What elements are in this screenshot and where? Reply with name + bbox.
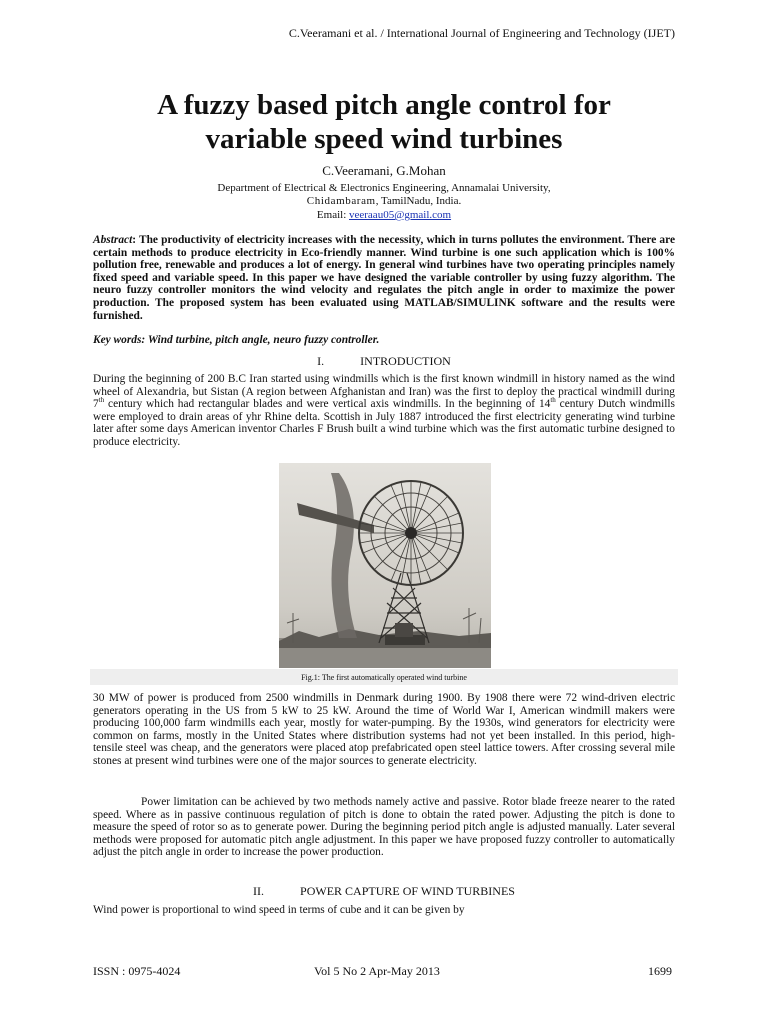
wind-turbine-illustration xyxy=(279,463,491,668)
section-heading-power-capture xyxy=(0,884,768,899)
intro-p3-text: Power limitation can be achieved by two methods namely active and passive. Rotor blade freeze nearer to the rated speed. Where as in passive continuous regulation of pitch is done to obtain the rated power. Adjusting the pitch is done to measure the speed of rotor so as to generate power. During the beginning period pitch angle is adjusted manually. Later several methods were proposed for automatic pitch angle adjustment. In this paper we have proposed fuzzy controller to automatically adjust the pitch angle in order to increase the power production. xyxy=(93,796,675,859)
intro-paragraph-1 xyxy=(93,373,675,449)
running-header: C.Veeramani et al. / International Journal of Engineering and Technology (IJET) xyxy=(288,26,675,40)
section-number: II. xyxy=(253,884,265,898)
section-title: POWER CAPTURE OF WIND TURBINES xyxy=(300,884,515,898)
wind-turbine-photo xyxy=(279,463,491,668)
abstract-label: Abstract xyxy=(93,234,133,246)
intro-paragraph-3 xyxy=(93,796,675,859)
section-title: INTRODUCTION xyxy=(360,354,451,368)
affiliation xyxy=(0,182,768,208)
affiliation-region: , TamilNadu, India. xyxy=(375,195,462,207)
affiliation-line-1: Department of Electrical & Electronics Engineering, Annamalai University, xyxy=(217,182,551,194)
footer-page-number: 1699 xyxy=(648,964,672,978)
email-link[interactable]: veeraau05@gmail.com xyxy=(349,209,452,221)
intro-p1-part-a: During the beginning of 200 B.C Iran started using windmills which is the first known windmill in history named as the wind wheel of Alexandria, but Sistan (A region between Afghanistan and Iran) was the first to deploy the practical windmill during 7 xyxy=(93,373,675,411)
email-line xyxy=(0,209,768,221)
power-capture-paragraph: Wind power is proportional to wind speed in terms of cube and it can be given by xyxy=(93,904,465,916)
keywords: Key words: Wind turbine, pitch angle, neuro fuzzy controller. xyxy=(93,334,380,346)
paper-title xyxy=(0,88,768,156)
abstract xyxy=(93,234,675,322)
abstract-separator: : xyxy=(132,234,139,246)
intro-paragraph-2: 30 MW of power is produced from 2500 windmills in Denmark during 1900. By 1908 there were 72 wind-driven electric generators operating in the US from 5 kW to 25 kW. Around the time of World War I, American windmill makers were producing 100,000 farm windmills each year, mostly for water-pumping. By the 1930s, wind generators for electricity were common on farms, mostly in the United States where distribution systems had not yet been installed. In this period, high-tensile steel was cheap, and the generators were placed atop prefabricated open steel lattice towers. After crossing several mile stones at present wind turbines were one of the major sources to generate electricity. xyxy=(93,692,675,767)
superscript-th: th xyxy=(98,396,105,405)
figure-caption: Fig.1: The first automatically operated wind turbine xyxy=(301,673,467,682)
footer-issn: ISSN : 0975-4024 xyxy=(93,964,181,978)
section-number: I. xyxy=(317,354,325,368)
affiliation-city: Chidambaram xyxy=(306,195,376,207)
authors: C.Veeramani, G.Mohan xyxy=(322,163,446,178)
affiliation-line-2 xyxy=(0,195,768,208)
intro-p1-part-b: century which had rectangular blades and were vertical axis windmills. In the beginning of 14 xyxy=(104,398,551,411)
intro-p1-part-c: century Dutch windmills were employed to drain areas of yhr Rhine delta. Scottish in July 1887 introduced the first electricity generating wind turbine later after some days American inventor Charles F Brush built a wind turbine which was the first automatic turbine designed to produce electricity. xyxy=(93,398,675,448)
title-line-2: variable speed wind turbines xyxy=(205,123,563,155)
section-heading-introduction xyxy=(0,354,768,369)
abstract-text: The productivity of electricity increases with the necessity, which in turns pollutes the environment. There are certain methods to produce electricity in Eco-friendly manner. Wind turbine is one such application which is 100% pollution free, renewable and produces a lot of energy. In general wind turbines have two operating principles namely fixed speed and variable speed. In this paper we have designed the variable controller by using fuzzy algorithm. The neuro fuzzy controller monitors the wind velocity and regulates the pitch angle in order to maximize the power production. The proposed system has been evaluated using MATLAB/SIMULINK software and the results were furnished. xyxy=(93,234,676,322)
footer-volume: Vol 5 No 2 Apr-May 2013 xyxy=(314,964,440,978)
superscript-th: th xyxy=(550,396,556,405)
email-label: Email: xyxy=(316,209,349,221)
title-line-1: A fuzzy based pitch angle control for xyxy=(157,89,611,121)
